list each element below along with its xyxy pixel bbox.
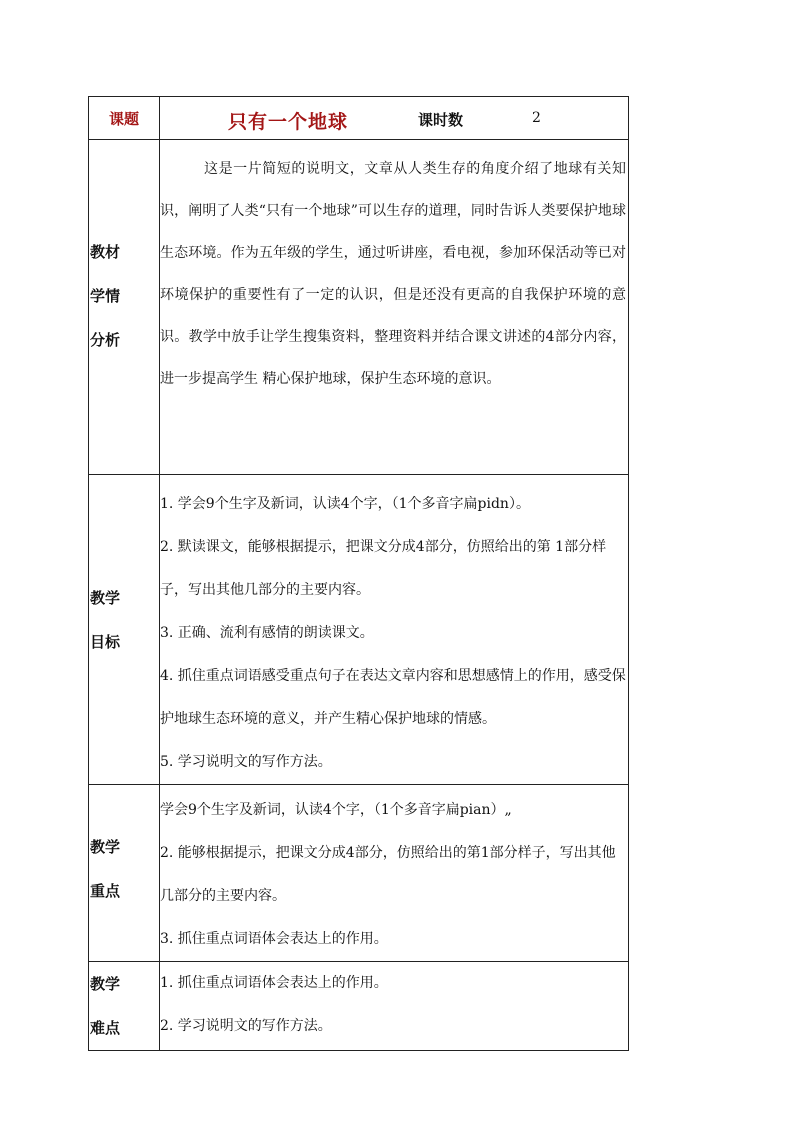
difficulty-item-2: 2. 学习说明文的写作方法。 xyxy=(160,1018,332,1034)
goal-item-3: 3. 正确、流利有感情的朗读课文。 xyxy=(160,625,374,641)
goals-content-cell xyxy=(160,475,629,785)
material-label-line-2: 学情 xyxy=(90,287,121,305)
key-point-item-2: 2. 能够根据提示，把课文分成4部分，仿照给出的第1部分样子，写出其他几部分的主要内容。 xyxy=(160,845,616,904)
goal-item-5: 5. 学习说明文的写作方法。 xyxy=(160,754,332,770)
hours-label: 课时数 xyxy=(418,111,464,129)
material-label-cell xyxy=(89,140,160,475)
material-label-line-3: 分析 xyxy=(90,331,121,349)
material-section xyxy=(89,140,629,475)
lesson-plan-table xyxy=(88,96,629,1051)
hours-value: 2 xyxy=(532,110,541,126)
key-points-label-cell xyxy=(89,785,160,962)
difficulties-content-cell xyxy=(160,962,629,1051)
title-row xyxy=(89,97,629,140)
key-points-content-cell xyxy=(160,785,629,962)
key-point-item-1: 学会9个生字及新词，认读4个字，（1个多音字扁pian）„ xyxy=(160,802,512,818)
material-label-line-1: 教材 xyxy=(90,243,121,261)
key-point-item-3: 3. 抓住重点词语体会表达上的作用。 xyxy=(160,931,388,947)
material-text: 这是一片简短的说明文，文章从人类生存的角度介绍了地球有关知识，阐明了人类“只有一个地球”可以生存的道理，同时告诉人类要保护地球生态环境。作为五年级的学生，通过听讲座，看电视，参加环保活动等已对环境保护的重要性有了一定的认识，但是还没有更高的自我保护环境的意识。教学中放手让学生搜集资料，整理资料并结合课文讲述的4部分内容，进一步提高学生 精心保护地球，保护生态环境的意识。 xyxy=(160,161,626,387)
difficulties-label-line-1: 教学 xyxy=(90,975,121,993)
topic-label: 课题 xyxy=(89,97,160,140)
goals-section xyxy=(89,475,629,785)
difficulties-label-cell xyxy=(89,962,160,1051)
goals-label-cell xyxy=(89,475,160,785)
key-points-label-line-1: 教学 xyxy=(90,838,121,856)
goal-item-1: 1. 学会9个生字及新词，认读4个字，（1个多音字扁pidn）。 xyxy=(160,496,530,512)
goals-label-line-2: 目标 xyxy=(90,633,121,651)
key-points-section xyxy=(89,785,629,962)
lesson-title: 只有一个地球 xyxy=(228,111,349,133)
goals-label-line-1: 教学 xyxy=(90,589,121,607)
title-cell xyxy=(160,97,629,140)
difficulties-section xyxy=(89,962,629,1051)
key-points-label-line-2: 重点 xyxy=(90,882,121,900)
difficulty-item-1: 1. 抓住重点词语体会表达上的作用。 xyxy=(160,975,388,991)
goal-item-2: 2. 默读课文，能够根据提示，把课文分成4部分，仿照给出的第 1部分样子，写出其他几部分的主要内容。 xyxy=(160,539,607,598)
difficulties-label-line-2: 难点 xyxy=(90,1019,121,1037)
goal-item-4: 4. 抓住重点词语感受重点句子在表达文章内容和思想感情上的作用，感受保护地球生态环境的意义，并产生精心保护地球的情感。 xyxy=(160,668,626,727)
material-content-cell xyxy=(160,140,629,475)
